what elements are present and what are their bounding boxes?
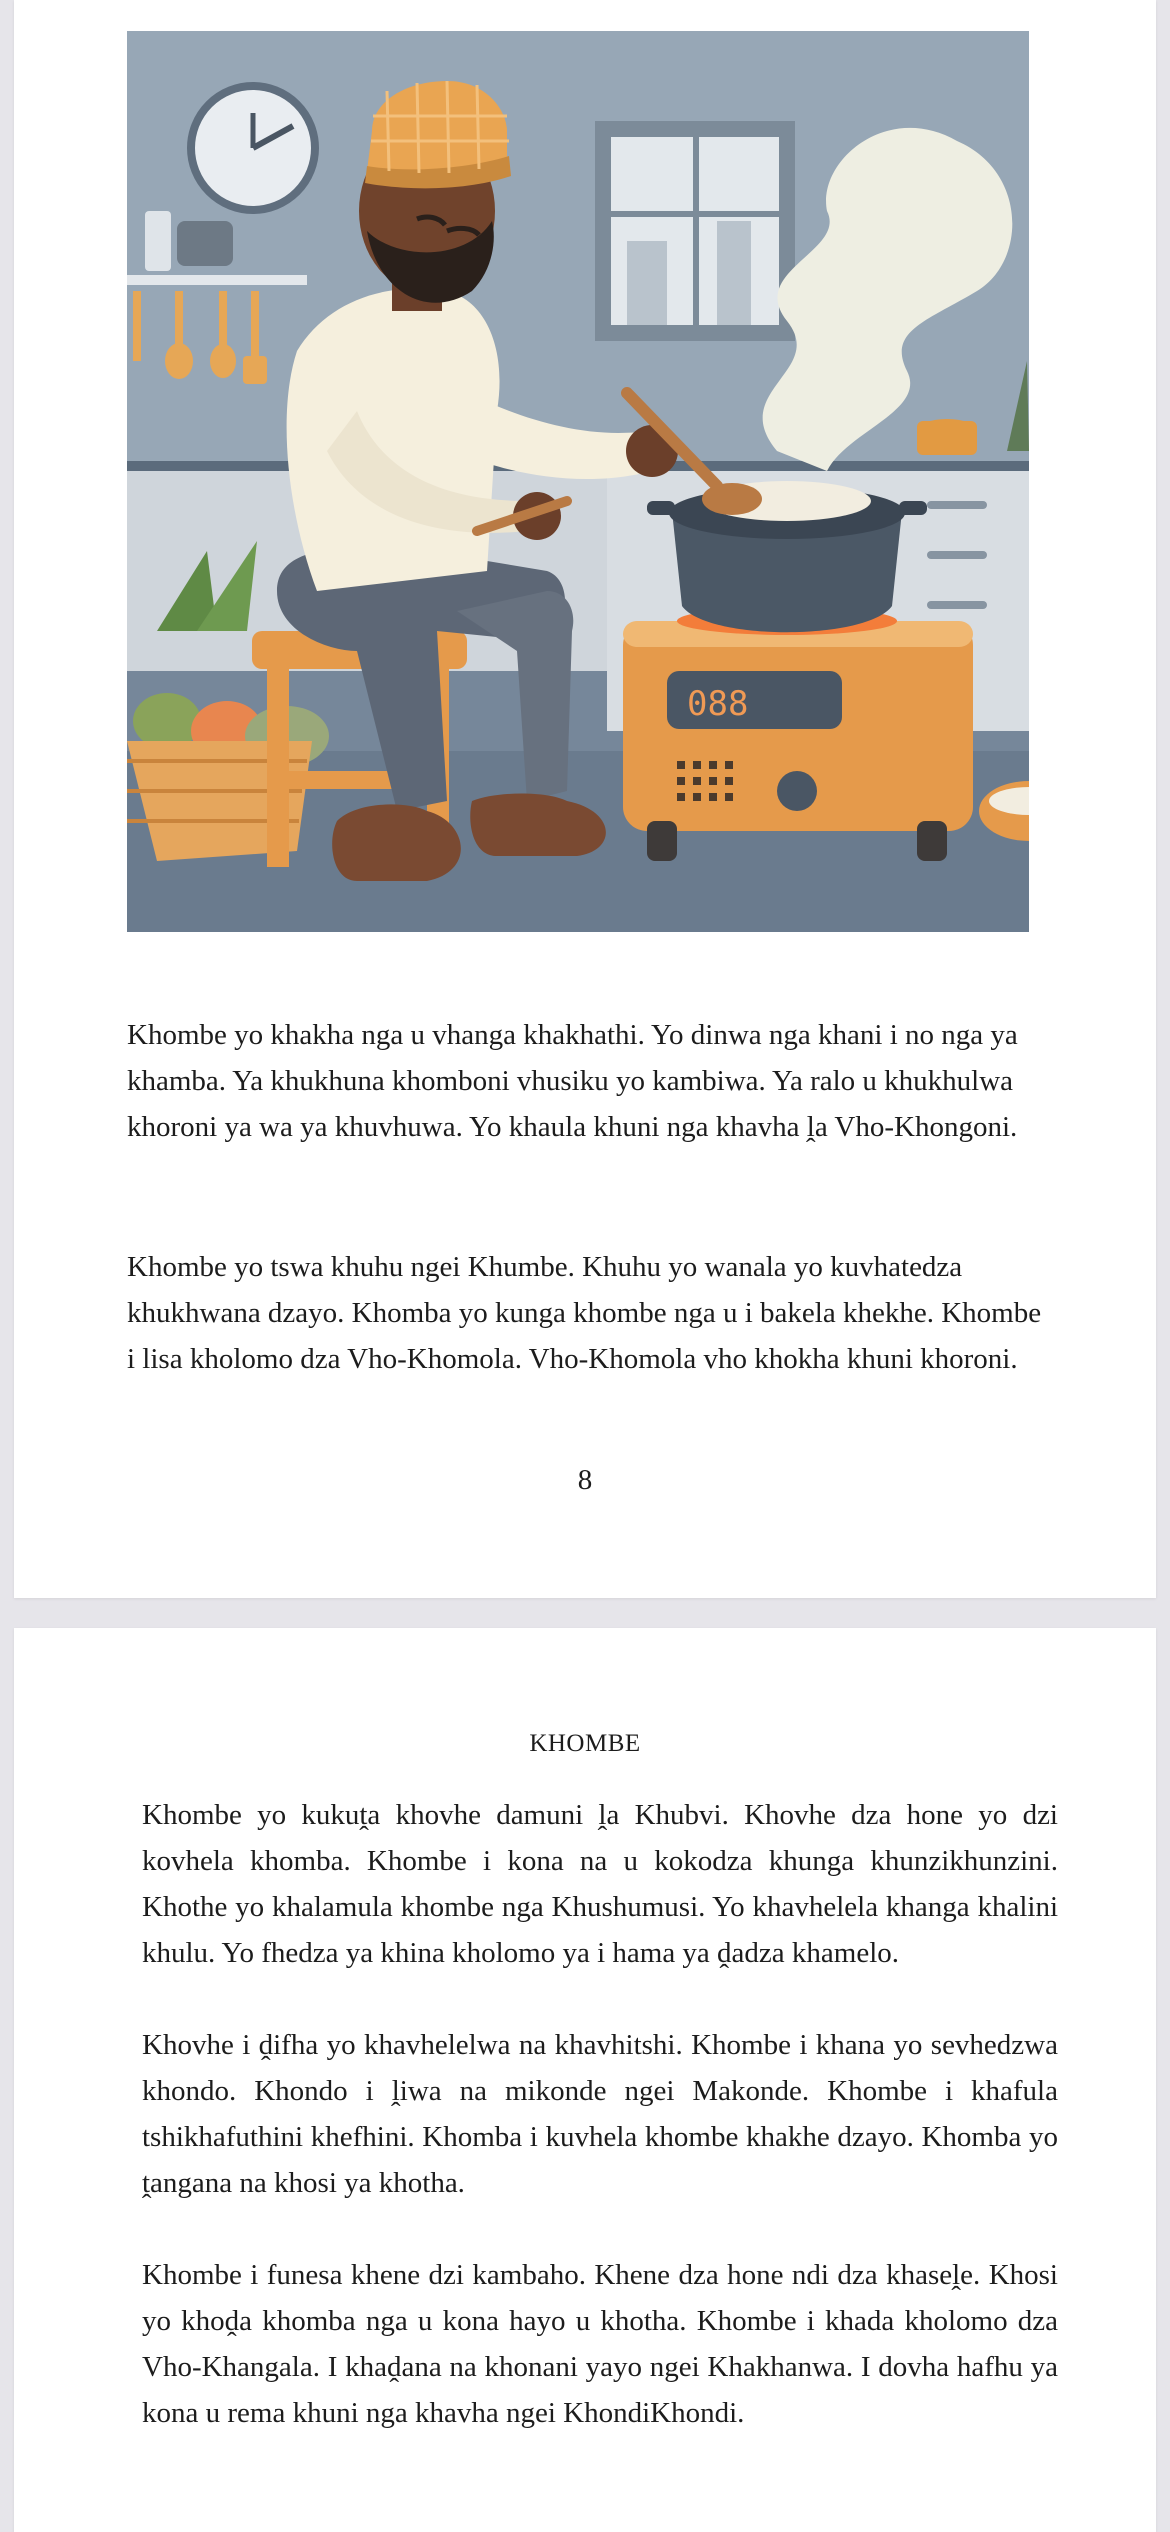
book-page-9 bbox=[14, 1628, 1156, 2532]
story-paragraph: Khombe yo kukuṱa khovhe damuni ḽa Khubvi. Khovhe dza hone yo dzi kovhela khomba. Khombe i kona na u kokodza khunga khunzikhunzini. Khothe yo khalamula khombe nga Khushumusi. Yo khavhelela khanga khalini khulu. Yo fhedza ya khina kholomo ya i hama ya ḓadza khamelo. bbox=[142, 1799, 1058, 1969]
story-paragraph: Khombe yo tswa khuhu ngei Khumbe. Khuhu yo wanala yo kuvhatedza khukhwana dzayo. Khomba yo kunga khombe nga u i bakela khekhe. Khombe i lisa kholomo dza Vho-Khomola. Vho-Khomola vho khokha khuni khoroni. bbox=[127, 1251, 1042, 1375]
story-paragraph: Khombe yo khakha nga u vhanga khakhathi. Yo dinwa nga khani i no nga ya khamba. Ya khukhuna khomboni vhusiku yo kambiwa. Ya ralo u khukhulwa khoroni ya wa ya khuvhuwa. Yo khaula khuni nga khavha ḽa Vho-Khongoni. bbox=[127, 1019, 1018, 1143]
cooking-pot-icon bbox=[647, 481, 927, 635]
story-paragraph: Khovhe i ḓifha yo khavhelelwa na khavhitshi. Khombe i khana yo sevhedzwa khondo. Khondo i ḽiwa na mikonde ngei Makonde. Khombe i khafula tshikhafuthini khefhini. Khomba i kuvhela khombe khakhe dzayo. Khomba yo ṱangana na khosi ya khotha. bbox=[142, 2029, 1058, 2199]
cooker-appliance-icon bbox=[623, 621, 973, 861]
kitchen-window-icon bbox=[595, 121, 795, 341]
page-number: 8 bbox=[577, 1464, 593, 1496]
book-page-8 bbox=[14, 0, 1156, 1598]
running-head: KHOMBE bbox=[529, 1730, 641, 1757]
wall-clock-icon bbox=[191, 86, 315, 210]
man-stirring-pot-illustration bbox=[127, 31, 1029, 932]
svg-text:088: 088 bbox=[687, 684, 749, 724]
kufi-cap-icon bbox=[365, 81, 511, 188]
story-paragraph: Khombe i funesa khene dzi kambaho. Khene dza hone ndi dza khaseḽe. Khosi yo khoḓa khomba nga u kona hayo u khotha. Khombe i khada kholomo dza Vho-Khangala. I khaḓana na khonani yayo ngei Khakhanwa. I dovha hafhu ya kona u rema khuni nga khavha ngei KhondiKhondi. bbox=[142, 2259, 1058, 2429]
